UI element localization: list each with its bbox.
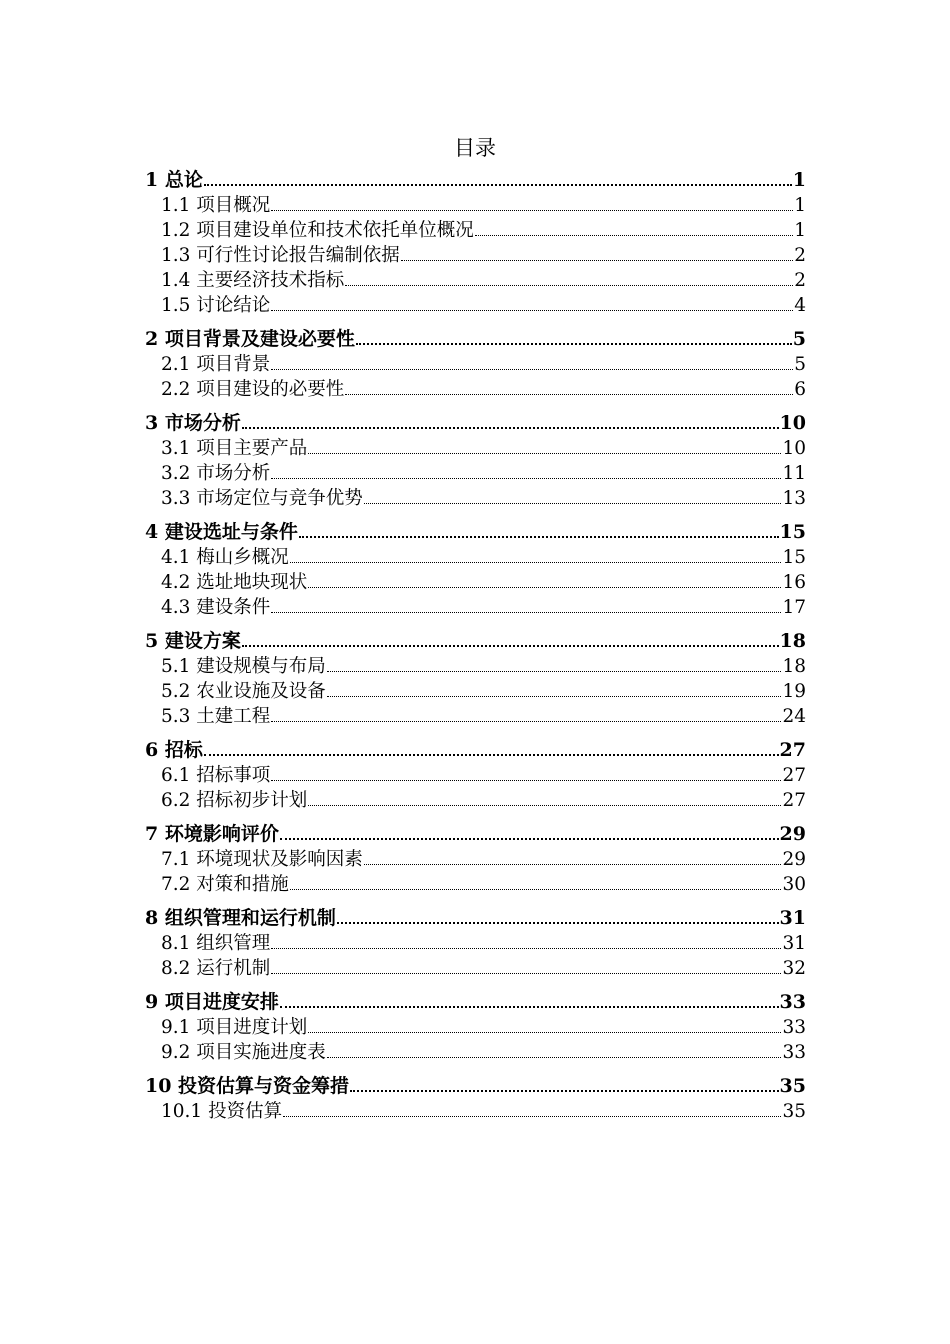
toc-section-entry[interactable]	[145, 486, 806, 511]
dot-leader	[290, 889, 782, 890]
toc-section-entry[interactable]	[145, 956, 806, 981]
toc-section-entry[interactable]	[145, 704, 806, 729]
toc-section-entry[interactable]	[145, 872, 806, 897]
toc-entry-text: 7.2 对策和措施	[161, 874, 289, 895]
table-of-contents	[145, 168, 806, 1124]
toc-entry-text: 1 总论	[145, 169, 203, 191]
dot-leader	[345, 285, 793, 286]
toc-page-number: 11	[782, 463, 806, 484]
toc-section-entry[interactable]	[145, 595, 806, 620]
toc-section-entry[interactable]	[145, 570, 806, 595]
toc-entry-text: 10 投资估算与资金筹措	[145, 1075, 350, 1097]
toc-section-entry[interactable]	[145, 352, 806, 377]
dot-leader	[271, 721, 781, 722]
toc-page-number: 6	[794, 379, 806, 400]
toc-entry-text: 2 项目背景及建设必要性	[145, 328, 355, 350]
dot-leader	[308, 587, 781, 588]
toc-section-entry[interactable]	[145, 931, 806, 956]
dot-leader	[308, 805, 781, 806]
toc-section-entry[interactable]	[145, 654, 806, 679]
toc-page-number: 35	[779, 1075, 806, 1097]
toc-entry-text: 3.1 项目主要产品	[161, 438, 308, 459]
toc-page-number: 35	[782, 1101, 806, 1122]
dot-leader	[271, 780, 781, 781]
toc-chapter-entry[interactable]	[145, 906, 806, 931]
toc-page-number: 1	[792, 169, 806, 191]
toc-entry-text: 9.2 项目实施进度表	[161, 1042, 326, 1063]
toc-entry-text: 9 项目进度安排	[145, 991, 279, 1013]
dot-leader	[327, 671, 782, 672]
toc-page-number: 1	[794, 220, 806, 241]
toc-page-number: 2	[794, 245, 806, 266]
toc-entry-text: 2.2 项目建设的必要性	[161, 379, 345, 400]
toc-page-number: 15	[782, 547, 806, 568]
toc-section-entry[interactable]	[145, 1040, 806, 1065]
toc-entry-text: 1.5 讨论结论	[161, 295, 271, 316]
toc-entry-text: 3.3 市场定位与竞争优势	[161, 488, 363, 509]
toc-section-entry[interactable]	[145, 377, 806, 402]
toc-entry-text: 5.1 建设规模与布局	[161, 656, 326, 677]
dot-leader	[271, 478, 781, 479]
dot-leader	[364, 503, 782, 504]
toc-entry-text: 4 建设选址与条件	[145, 521, 298, 543]
toc-chapter-entry[interactable]	[145, 168, 806, 193]
toc-entry-text: 5 建设方案	[145, 630, 241, 652]
toc-section-entry[interactable]	[145, 545, 806, 570]
toc-section-entry[interactable]	[145, 1099, 806, 1124]
toc-section-entry[interactable]	[145, 436, 806, 461]
toc-section-entry[interactable]	[145, 788, 806, 813]
toc-section-entry[interactable]	[145, 763, 806, 788]
toc-entry-text: 8 组织管理和运行机制	[145, 907, 336, 929]
toc-entry-text: 1.2 项目建设单位和技术依托单位概况	[161, 220, 474, 241]
toc-section-entry[interactable]	[145, 293, 806, 318]
toc-page-number: 16	[782, 572, 806, 593]
toc-page-number: 29	[782, 849, 806, 870]
toc-page-number: 33	[782, 1042, 806, 1063]
toc-page-number: 19	[782, 681, 806, 702]
dot-leader	[242, 427, 779, 429]
dot-leader	[356, 343, 792, 345]
dot-leader	[271, 210, 793, 211]
toc-section-entry[interactable]	[145, 847, 806, 872]
dot-leader	[290, 562, 782, 563]
toc-entry-text: 7 环境影响评价	[145, 823, 279, 845]
toc-entry-text: 4.1 梅山乡概况	[161, 547, 289, 568]
toc-entry-text: 1.4 主要经济技术指标	[161, 270, 345, 291]
toc-section-entry[interactable]	[145, 243, 806, 268]
toc-page-number: 15	[779, 521, 806, 543]
toc-section-entry[interactable]	[145, 268, 806, 293]
toc-chapter-entry[interactable]	[145, 411, 806, 436]
toc-chapter-entry[interactable]	[145, 327, 806, 352]
toc-section-entry[interactable]	[145, 461, 806, 486]
dot-leader	[271, 973, 781, 974]
dot-leader	[327, 1057, 782, 1058]
toc-chapter-entry[interactable]	[145, 738, 806, 763]
toc-page-number: 29	[779, 823, 806, 845]
toc-entry-text: 6.2 招标初步计划	[161, 790, 308, 811]
dot-leader	[327, 696, 782, 697]
toc-page-number: 10	[779, 412, 806, 434]
toc-page-number: 2	[794, 270, 806, 291]
toc-entry-text: 5.3 土建工程	[161, 706, 271, 727]
toc-entry-text: 1.1 项目概况	[161, 195, 271, 216]
toc-section-entry[interactable]	[145, 1015, 806, 1040]
toc-page-number: 33	[779, 991, 806, 1013]
dot-leader	[204, 184, 792, 186]
dot-leader	[271, 612, 781, 613]
toc-page-number: 27	[782, 765, 806, 786]
toc-entry-text: 2.1 项目背景	[161, 354, 271, 375]
toc-page-number: 5	[794, 354, 806, 375]
toc-chapter-entry[interactable]	[145, 629, 806, 654]
toc-section-entry[interactable]	[145, 218, 806, 243]
toc-page-number: 30	[782, 874, 806, 895]
dot-leader	[271, 948, 781, 949]
toc-entry-text: 5.2 农业设施及设备	[161, 681, 326, 702]
toc-page-number: 31	[782, 933, 806, 954]
toc-page-number: 1	[794, 195, 806, 216]
toc-entry-text: 7.1 环境现状及影响因素	[161, 849, 363, 870]
dot-leader	[308, 453, 781, 454]
dot-leader	[280, 838, 779, 840]
toc-entry-text: 3 市场分析	[145, 412, 241, 434]
toc-entry-text: 6 招标	[145, 739, 203, 761]
toc-page-number: 18	[782, 656, 806, 677]
toc-page-number: 5	[792, 328, 806, 350]
dot-leader	[283, 1116, 781, 1117]
toc-entry-text: 9.1 项目进度计划	[161, 1017, 308, 1038]
toc-section-entry[interactable]	[145, 193, 806, 218]
toc-page-number: 32	[782, 958, 806, 979]
toc-entry-text: 1.3 可行性讨论报告编制依据	[161, 245, 400, 266]
dot-leader	[337, 922, 779, 924]
dot-leader	[475, 235, 793, 236]
toc-page-number: 10	[782, 438, 806, 459]
dot-leader	[345, 394, 793, 395]
toc-page-number: 27	[779, 739, 806, 761]
dot-leader	[204, 754, 779, 756]
toc-page-number: 31	[779, 907, 806, 929]
dot-leader	[401, 260, 793, 261]
dot-leader	[299, 536, 779, 538]
dot-leader	[280, 1006, 779, 1008]
toc-page-number: 24	[782, 706, 806, 727]
dot-leader	[271, 369, 793, 370]
dot-leader	[271, 310, 793, 311]
toc-entry-text: 4.3 建设条件	[161, 597, 271, 618]
toc-entry-text: 3.2 市场分析	[161, 463, 271, 484]
toc-chapter-entry[interactable]	[145, 1074, 806, 1099]
dot-leader	[308, 1032, 781, 1033]
toc-chapter-entry[interactable]	[145, 822, 806, 847]
toc-section-entry[interactable]	[145, 679, 806, 704]
toc-entry-text: 8.1 组织管理	[161, 933, 271, 954]
toc-title: 目录	[454, 136, 496, 160]
toc-entry-text: 8.2 运行机制	[161, 958, 271, 979]
dot-leader	[364, 864, 782, 865]
toc-chapter-entry[interactable]	[145, 520, 806, 545]
toc-page-number: 18	[779, 630, 806, 652]
toc-page-number: 17	[782, 597, 806, 618]
toc-page-number: 13	[782, 488, 806, 509]
toc-entry-text: 4.2 选址地块现状	[161, 572, 308, 593]
toc-page-number: 33	[782, 1017, 806, 1038]
dot-leader	[350, 1090, 778, 1092]
dot-leader	[242, 645, 779, 647]
toc-page-number: 27	[782, 790, 806, 811]
toc-page-number: 4	[794, 295, 806, 316]
toc-entry-text: 6.1 招标事项	[161, 765, 271, 786]
toc-chapter-entry[interactable]	[145, 990, 806, 1015]
toc-entry-text: 10.1 投资估算	[161, 1101, 283, 1122]
